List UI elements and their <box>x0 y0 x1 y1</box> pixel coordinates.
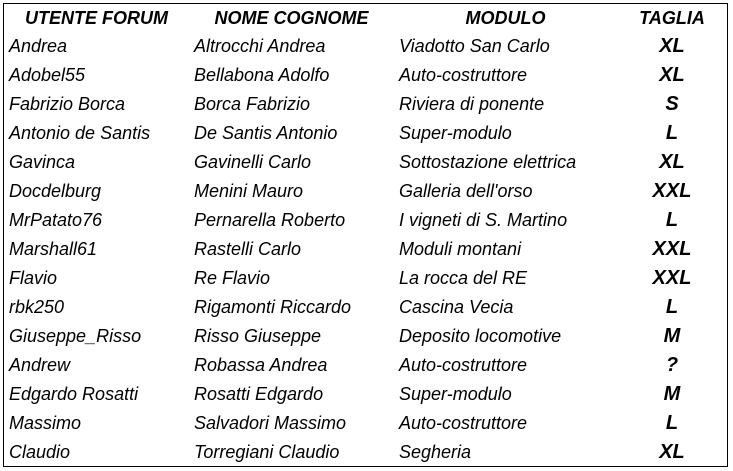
cell-module: Segheria <box>399 442 472 462</box>
cell-size: XL <box>659 441 685 463</box>
cell-module: Viadotto San Carlo <box>399 36 550 56</box>
cell-module: I vigneti di S. Martino <box>399 210 568 230</box>
cell-user: Giuseppe_Risso <box>9 326 142 346</box>
table-row <box>4 32 727 61</box>
header-size: TAGLIA <box>639 8 705 28</box>
header-row <box>4 4 727 32</box>
cell-size: S <box>665 93 679 115</box>
cell-size: XL <box>659 64 685 86</box>
cell-size: XL <box>659 35 685 57</box>
cell-name: Rastelli Carlo <box>194 239 302 259</box>
cell-size: XL <box>659 151 685 173</box>
header-user: UTENTE FORUM <box>25 8 168 28</box>
cell-name: Menini Mauro <box>194 181 304 201</box>
table-row <box>4 264 727 293</box>
table-row <box>4 206 727 235</box>
cell-user: rbk250 <box>9 297 65 317</box>
cell-size: XXL <box>652 267 692 289</box>
cell-module: Super-modulo <box>399 384 512 404</box>
cell-size: L <box>665 209 679 231</box>
cell-module: Super-modulo <box>399 123 512 143</box>
cell-module: Sottostazione elettrica <box>399 152 577 172</box>
cell-user: Andrew <box>9 355 71 375</box>
cell-size: XXL <box>652 180 692 202</box>
cell-user: Adobel55 <box>9 65 86 85</box>
cell-user: Antonio de Santis <box>9 123 151 143</box>
cell-name: Altrocchi Andrea <box>194 36 326 56</box>
table-row <box>4 177 727 206</box>
cell-user: Claudio <box>9 442 71 462</box>
table-row <box>4 293 727 322</box>
cell-name: Torregiani Claudio <box>194 442 340 462</box>
cell-name: Borca Fabrizio <box>194 94 311 114</box>
cell-size: L <box>665 122 679 144</box>
table-row <box>4 235 727 264</box>
cell-user: Fabrizio Borca <box>9 94 126 114</box>
cell-user: Edgardo Rosatti <box>9 384 139 404</box>
cell-module: Auto-costruttore <box>399 355 528 375</box>
cell-user: Andrea <box>9 36 68 56</box>
table-row <box>4 148 727 177</box>
table-row <box>4 409 727 438</box>
cell-user: Marshall61 <box>9 239 98 259</box>
cell-name: Re Flavio <box>194 268 271 288</box>
cell-name: Rosatti Edgardo <box>194 384 324 404</box>
cell-name: Robassa Andrea <box>194 355 328 375</box>
table-row <box>4 322 727 351</box>
cell-user: MrPatato76 <box>9 210 103 230</box>
table-row <box>4 90 727 119</box>
table-row <box>4 438 727 467</box>
cell-module: Auto-costruttore <box>399 65 528 85</box>
cell-name: Salvadori Massimo <box>194 413 347 433</box>
cell-name: Rigamonti Riccardo <box>194 297 352 317</box>
cell-name: De Santis Antonio <box>194 123 338 143</box>
cell-size: M <box>663 325 681 347</box>
cell-size: XXL <box>652 238 692 260</box>
cell-name: Gavinelli Carlo <box>194 152 312 172</box>
cell-size: L <box>665 296 679 318</box>
cell-name: Bellabona Adolfo <box>194 65 330 85</box>
cell-module: Moduli montani <box>399 239 522 259</box>
cell-user: Gavinca <box>9 152 76 172</box>
roster-table-frame <box>3 3 728 467</box>
table-row <box>4 119 727 148</box>
header-name: NOME COGNOME <box>214 8 369 28</box>
cell-module: Riviera di ponente <box>399 94 545 114</box>
cell-name: Pernarella Roberto <box>194 210 346 230</box>
roster-table <box>4 4 727 467</box>
cell-size: ? <box>665 354 679 376</box>
cell-user: Massimo <box>9 413 82 433</box>
header-module: MODULO <box>465 8 546 28</box>
cell-name: Risso Giuseppe <box>194 326 322 346</box>
table-row <box>4 61 727 90</box>
cell-module: Galleria dell'orso <box>399 181 533 201</box>
cell-module: Deposito locomotive <box>399 326 562 346</box>
table-row <box>4 380 727 409</box>
cell-size: L <box>665 412 679 434</box>
cell-size: M <box>663 383 681 405</box>
cell-module: La rocca del RE <box>399 268 528 288</box>
cell-module: Auto-costruttore <box>399 413 528 433</box>
cell-module: Cascina Vecia <box>399 297 514 317</box>
cell-user: Docdelburg <box>9 181 102 201</box>
cell-user: Flavio <box>9 268 58 288</box>
table-row <box>4 351 727 380</box>
